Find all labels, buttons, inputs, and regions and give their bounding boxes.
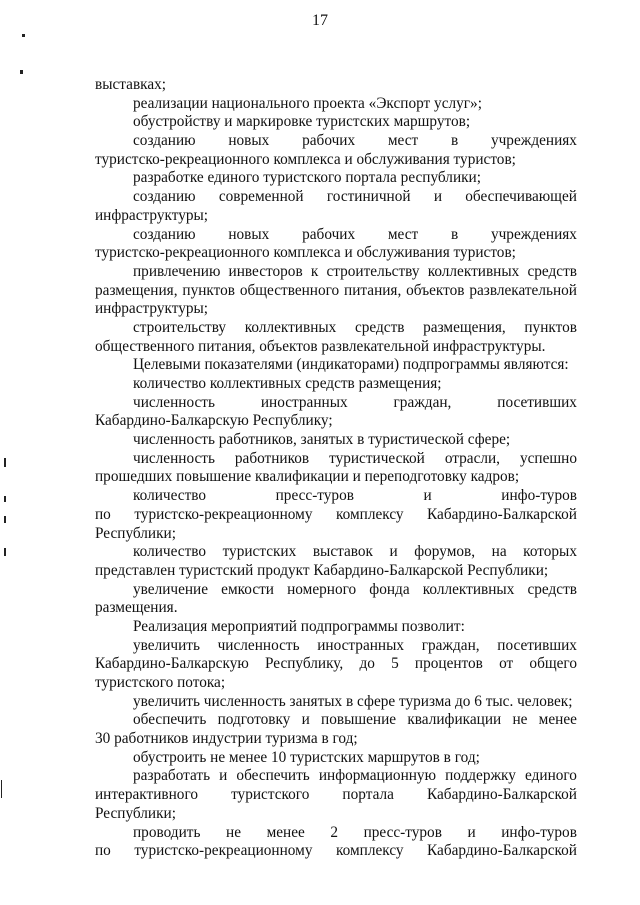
text-word: обеспечить xyxy=(133,711,207,729)
text-line: 30 работников индустрии туризма в год; xyxy=(95,730,358,748)
scan-mark xyxy=(20,70,23,74)
text-word: посетивших xyxy=(497,636,577,654)
text-line xyxy=(95,655,577,674)
text-word: инвесторов xyxy=(228,262,303,280)
text-line xyxy=(95,711,577,730)
text-line xyxy=(95,188,577,207)
text-word: пресс-туров xyxy=(275,487,354,505)
text-word: учреждениях xyxy=(490,225,577,243)
scan-mark xyxy=(22,34,25,37)
text-line xyxy=(95,786,577,805)
text-word: Кабардино-Балкарской xyxy=(427,505,577,523)
text-word: емкости xyxy=(221,580,274,598)
text-word: 5 xyxy=(391,655,399,673)
text-line: размещения. xyxy=(95,599,178,617)
text-word: туристической xyxy=(329,449,425,467)
text-word: квалификации xyxy=(407,711,502,729)
text-word: объектов xyxy=(406,281,465,299)
text-word: инфо-туров xyxy=(501,487,577,505)
text-word: численность xyxy=(133,393,215,411)
text-word: современной xyxy=(218,188,304,206)
text-word: посетивших xyxy=(497,393,577,411)
text-word: к xyxy=(310,262,319,280)
text-word: увеличение xyxy=(133,580,209,598)
text-word: и xyxy=(467,823,476,841)
text-word: пресс-туров xyxy=(363,823,442,841)
text-word: по xyxy=(95,505,111,523)
text-line: Республики; xyxy=(95,524,176,542)
text-word: количество xyxy=(133,543,207,561)
text-word: информационную xyxy=(318,767,437,785)
text-word: Кабардино-Балкарской xyxy=(427,842,577,860)
text-word: инфо-туров xyxy=(501,823,577,841)
text-line xyxy=(95,450,577,469)
text-line xyxy=(95,543,577,562)
text-word: мест xyxy=(387,225,419,243)
text-line xyxy=(95,506,577,525)
text-word: численность xyxy=(217,636,300,654)
text-word: единого xyxy=(525,767,577,785)
page-number: 17 xyxy=(312,12,328,29)
text-line: инфраструктуры; xyxy=(95,300,209,318)
text-word: подготовку xyxy=(217,711,291,729)
text-word: разработать xyxy=(133,767,211,785)
text-word: туристского xyxy=(231,786,310,804)
text-word: на xyxy=(491,543,507,561)
text-word: средств xyxy=(354,318,405,336)
text-line: Целевыми показателями (индикаторами) подпрограммы являются: xyxy=(133,356,569,374)
text-word: от xyxy=(499,655,514,673)
text-word: обеспечить xyxy=(236,767,310,785)
text-line: обустроить не менее 10 туристских маршрутов в год; xyxy=(133,748,480,766)
text-line xyxy=(95,263,577,282)
text-word: коллективных xyxy=(244,318,337,336)
text-word: развлекательной xyxy=(469,281,577,299)
text-word: средств xyxy=(527,580,577,598)
scan-mark xyxy=(4,516,6,523)
text-word: питания, xyxy=(344,281,402,299)
text-word: комплексу xyxy=(335,505,404,523)
scan-mark xyxy=(4,496,6,502)
text-word: иностранных xyxy=(317,636,405,654)
text-line xyxy=(95,226,577,245)
text-word: увеличить xyxy=(133,636,200,654)
text-word: выставок xyxy=(312,543,373,561)
text-word: в xyxy=(450,225,459,243)
text-word: которых xyxy=(523,543,577,561)
body-text xyxy=(95,76,577,861)
text-line: численность работников, занятых в туристической сфере; xyxy=(133,431,511,449)
text-word: Кабардино-Балкарской xyxy=(427,786,577,804)
text-word: и xyxy=(219,767,228,785)
text-line xyxy=(95,767,577,786)
text-word: не xyxy=(226,823,241,841)
text-word: общего xyxy=(529,655,577,673)
text-word: в xyxy=(450,132,459,150)
text-word: работников xyxy=(234,449,310,467)
text-line: Кабардино-Балкарскую Республику; xyxy=(95,412,333,430)
text-word: Кабардино-Балкарскую xyxy=(95,655,249,673)
text-word: граждан, xyxy=(393,393,452,411)
text-word: количество xyxy=(133,487,207,505)
text-line xyxy=(95,637,577,656)
text-line: прошедших повышение квалификации и переподготовку кадров; xyxy=(95,468,520,486)
text-word: менее xyxy=(266,823,305,841)
text-line xyxy=(95,282,577,301)
text-word: иностранных xyxy=(260,393,348,411)
text-word: фонда xyxy=(369,580,410,598)
text-word: туристско-рекреационному xyxy=(134,842,313,860)
text-word: проводить xyxy=(133,823,201,841)
text-line xyxy=(95,824,577,843)
text-word: и xyxy=(433,188,443,206)
text-line: общественного питания, объектов развлекательной инфраструктуры. xyxy=(95,337,546,355)
text-line xyxy=(95,319,577,338)
text-word: номерного xyxy=(287,580,357,598)
text-word: и xyxy=(301,711,310,729)
text-word: привлечению xyxy=(133,262,221,280)
text-word: не xyxy=(512,711,528,729)
text-word: обеспечивающей xyxy=(465,188,577,206)
text-line: представлен туристский продукт Кабардино-Балкарской Республики; xyxy=(95,561,549,579)
text-word: мест xyxy=(387,132,419,150)
text-word: успешно xyxy=(519,449,577,467)
text-line: Республики; xyxy=(95,804,176,822)
text-word: повышение xyxy=(321,711,397,729)
text-word: поддержку xyxy=(445,767,516,785)
text-word: менее xyxy=(538,711,577,729)
text-word: общественного xyxy=(239,281,340,299)
text-word: гостиничной xyxy=(326,188,411,206)
text-word: строительству xyxy=(133,318,227,336)
text-line xyxy=(95,487,577,506)
text-word: форумов, xyxy=(414,543,476,561)
text-word: пунктов xyxy=(524,318,577,336)
text-word: и xyxy=(423,487,432,505)
text-line: обустройству и маркировке туристских маршрутов; xyxy=(133,113,471,131)
scan-mark xyxy=(4,548,6,556)
text-word: пунктов xyxy=(182,281,235,299)
text-word: граждан, xyxy=(421,636,480,654)
text-word: и xyxy=(389,543,398,561)
text-line: разработке единого туристского портала республики; xyxy=(133,169,481,187)
text-line: увеличить численность занятых в сфере туризма до 6 тыс. человек; xyxy=(133,692,573,710)
text-word: интерактивного xyxy=(95,786,198,804)
text-line: реализации национального проекта «Экспорт услуг»; xyxy=(133,94,482,112)
text-word: отрасли, xyxy=(444,449,501,467)
text-word: туристских xyxy=(222,543,297,561)
text-word: размещения, xyxy=(95,281,178,299)
text-word: размещения, xyxy=(423,318,506,336)
text-word: средств xyxy=(527,262,577,280)
text-word: коллективных xyxy=(422,580,515,598)
text-word: туристско-рекреационному xyxy=(134,505,313,523)
text-line: количество коллективных средств размещения; xyxy=(133,375,442,392)
text-word: учреждениях xyxy=(490,132,577,150)
text-line: туристского потока; xyxy=(95,674,226,691)
text-line: Реализация мероприятий подпрограммы позволит: xyxy=(133,617,465,635)
text-word: Республику, xyxy=(264,655,344,673)
text-line xyxy=(95,581,577,600)
text-line xyxy=(95,394,577,413)
scan-mark xyxy=(1,780,2,798)
text-word: созданию xyxy=(133,225,196,243)
text-line: инфраструктуры; xyxy=(95,206,209,224)
scan-mark xyxy=(4,458,6,467)
text-word: комплексу xyxy=(335,842,404,860)
text-word: созданию xyxy=(133,132,196,150)
text-word: рабочих xyxy=(302,225,356,243)
text-word: рабочих xyxy=(302,132,356,150)
text-word: численность xyxy=(133,449,215,467)
text-word: новых xyxy=(228,225,270,243)
text-word: строительству xyxy=(326,262,420,280)
text-line xyxy=(95,132,577,151)
text-line xyxy=(95,842,577,861)
text-word: новых xyxy=(228,132,270,150)
text-word: по xyxy=(95,842,111,860)
text-word: коллективных xyxy=(427,262,520,280)
text-word: созданию xyxy=(133,188,196,206)
text-word: 2 xyxy=(330,823,339,841)
text-word: до xyxy=(359,655,375,673)
text-word: портала xyxy=(342,786,394,804)
text-line: выставках; xyxy=(95,76,167,93)
text-word: процентов xyxy=(414,655,483,673)
text-line: туристско-рекреационного комплекса и обслуживания туристов; xyxy=(95,150,516,168)
text-line: туристско-рекреационного комплекса и обслуживания туристов; xyxy=(95,244,516,262)
